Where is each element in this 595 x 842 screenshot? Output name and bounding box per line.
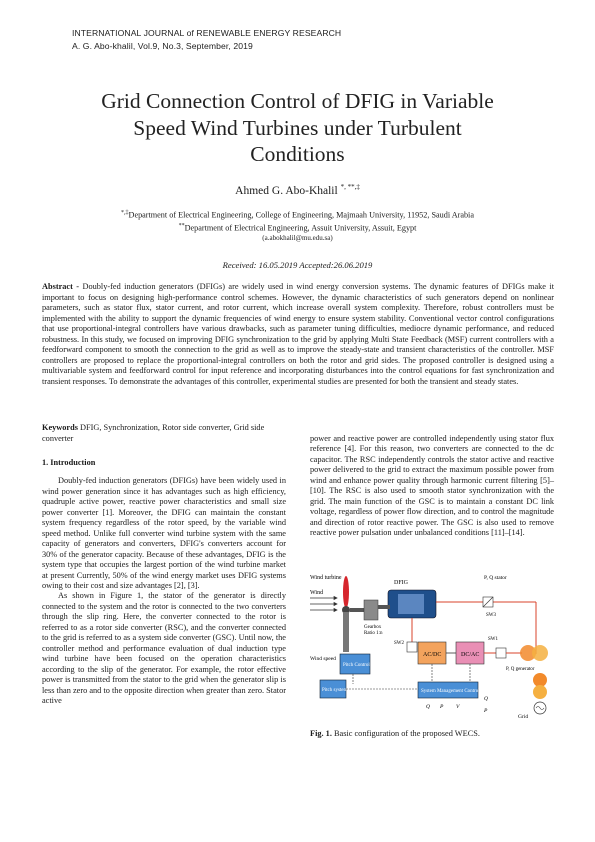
label-grid: Grid [518, 714, 529, 720]
journal-name: INTERNATIONAL JOURNAL of RENEWABLE ENERGY RESEARCH [72, 28, 342, 38]
label-wind: Wind [310, 590, 324, 596]
affiliation-2: **Department of Electrical Engineering, Assuit University, Assuit, Egypt [178, 222, 417, 233]
label-sw1: SW1 [488, 637, 498, 642]
received-dates: Received: 16.05.2019 Accepted:26.06.2019 [222, 260, 373, 270]
caption-text: Basic configuration of the proposed WECS. [331, 729, 480, 738]
signal-label: Q [484, 696, 488, 702]
abstract-label: Abstract - [42, 282, 80, 291]
title-line: Conditions [250, 142, 345, 166]
author-line [0, 183, 595, 197]
transformer-icon [520, 645, 548, 661]
label-wind-speed: Wind speed [310, 656, 336, 662]
signal-label: P [440, 704, 444, 710]
label-gearbox: Gearbox [364, 625, 382, 630]
keywords [42, 423, 292, 444]
label-pitch-control: Pitch Control [343, 663, 370, 668]
label-ratio: Ratio 1:n [364, 631, 383, 636]
label-system-management: System Management Control [421, 689, 480, 694]
signal-label: V [456, 704, 460, 710]
section-heading: 1. Introduction [42, 458, 96, 467]
title-line: Grid Connection Control of DFIG in Variable [101, 89, 494, 113]
running-header [72, 27, 341, 53]
label-dfig: DFIG [394, 580, 409, 586]
keywords-text: DFIG, Synchronization, Rotor side converter, Grid side converter [42, 423, 265, 443]
figure-caption [310, 729, 480, 738]
author-marks: *, **,‡ [340, 183, 360, 191]
label-acdc: AC/DC [423, 652, 442, 658]
gearbox-icon [364, 600, 378, 620]
label-pq-stator: P, Q stator [484, 575, 507, 581]
paper-title [40, 88, 555, 168]
signal-label: P [484, 708, 488, 714]
paragraph: power and reactive power are controlled independently using stator flux reference [4]. For this reason, two converters are connected to the dc capacitor. The RSC independently controls the stator active and reactive power delivered to the grid to extract the maximum possible power from wind and enhance power quality through harmonic current filtering [5]–[10]. The RSC is also used to smooth stator synchronization with the grid. The main function of the GSC is to maintain a constant DC link voltage, regardless of power flow direction, and to control the magnitude and direction of rotor reactive power. The GSC is also used to remove reactive power pulsation under unbalanced conditions [11]–[14]. [310, 434, 554, 538]
label-wind-turbine: Wind turbine [310, 575, 342, 581]
label-pq-generator: P, Q generator [506, 667, 535, 672]
grid-transformer-icon [533, 673, 547, 699]
label-sw2: SW2 [394, 641, 404, 646]
affiliation-1: *,‡Department of Electrical Engineering, College of Engineering, Majmaah University, 11952, Saudi Arabia [121, 210, 474, 220]
paragraph: As shown in Figure 1, the stator of the generator is directly connected to the system and the rotor is connected to the two converters through the slip ring. Here, the converter connected to the rotor is referred to as a rotor side converter (RSC), and the converter connected to the grid is referred to as a system side converter (GSC). Until now, the controller method and performance evaluation of dual induction type wind turbine have been focused on the operation characteristics according to the slip of the generator. For example, the rotor effective power is transmitted from the stator to the grid when the generator slip is less than zero and to the opposite direction when greater than zero. Stator active [42, 591, 286, 705]
tower [343, 612, 349, 652]
paragraph: Doubly-fed induction generators (DFIGs) have been widely used in wind power generation since it has advantages such as high efficiency, quadruple active power, reactive power characteristics and small size power converter [1]. Moreover, the DFIG can maintain the constant system frequency regardless of the rotor speed, by the variable wind speed method. Unlike full converter wind turbine system with the same capacity of generators and converters, DFIG's converters account for 30% of the generator capacity. Because of these advantages, DFIG is the system type that occupies the largest portion of the wind turbine market at present Currently, 50% of the wind energy market uses DFIG systems owing to their cost and size advantages [2], [3]. [42, 476, 286, 590]
signal-label: Q [426, 704, 430, 710]
switch-sw1 [496, 648, 506, 658]
affiliations [40, 208, 555, 244]
right-column [310, 434, 554, 539]
author-name: Ahmed G. Abo-Khalil [235, 184, 338, 197]
label-sw3: SW3 [486, 613, 496, 618]
label-dcac: DC/AC [461, 652, 480, 658]
label-pitch-system: Pitch system [322, 688, 348, 693]
wecs-diagram [308, 572, 556, 720]
caption-label: Fig. 1. [310, 729, 332, 738]
abstract-text: Doubly-fed induction generators (DFIGs) are widely used in wind energy conversion systems. The dynamic features of DFIGs make it important to focus on designing high-performance control schemes. However, the dynamic characteristics of such generators depend on nonlinear parameters, such as stator flux, stator current, and rotor current, which increase overall system complexity. Therefore, robust controllers must be implemented with the ability to support the dynamic frequencies of wind energy to ensure system stability. Conventional vector control configurations that use proportional-integral controllers have various drawbacks, such as parameter tuning difficulties, mediocre dynamic performance, and reduced robustness. In this study, we focused on improving DFIG synchronization to the grid by applying Multi State Feedback (MSF) current controllers with a feedforward component to smooth the connection to the grid as well as to improve the steady-state and transient characteristics of the controller. MSF controllers are proposed to replace the proportional-integral controllers on both the rotor and grid sides. The proposed controller is designed using a multivariable system and feedforward control for input reference and incorporating disturbances into the control equations for fast synchronization and transient responses. To demonstrate the advantages of this controller, experimental studies are presented for both the transient and steady states. [42, 282, 554, 386]
wind-arrows-icon [310, 597, 337, 612]
switch-sw2 [407, 642, 417, 652]
left-column [42, 458, 286, 706]
keywords-label: Keywords [42, 423, 78, 432]
title-line: Speed Wind Turbines under Turbulent [133, 115, 462, 140]
abstract [42, 282, 554, 387]
author-email[interactable]: (a.abokhalil@mu.edu.sa) [262, 234, 333, 243]
citation: A. G. Abo-khalil, Vol.9, No.3, September, 2019 [72, 41, 253, 51]
